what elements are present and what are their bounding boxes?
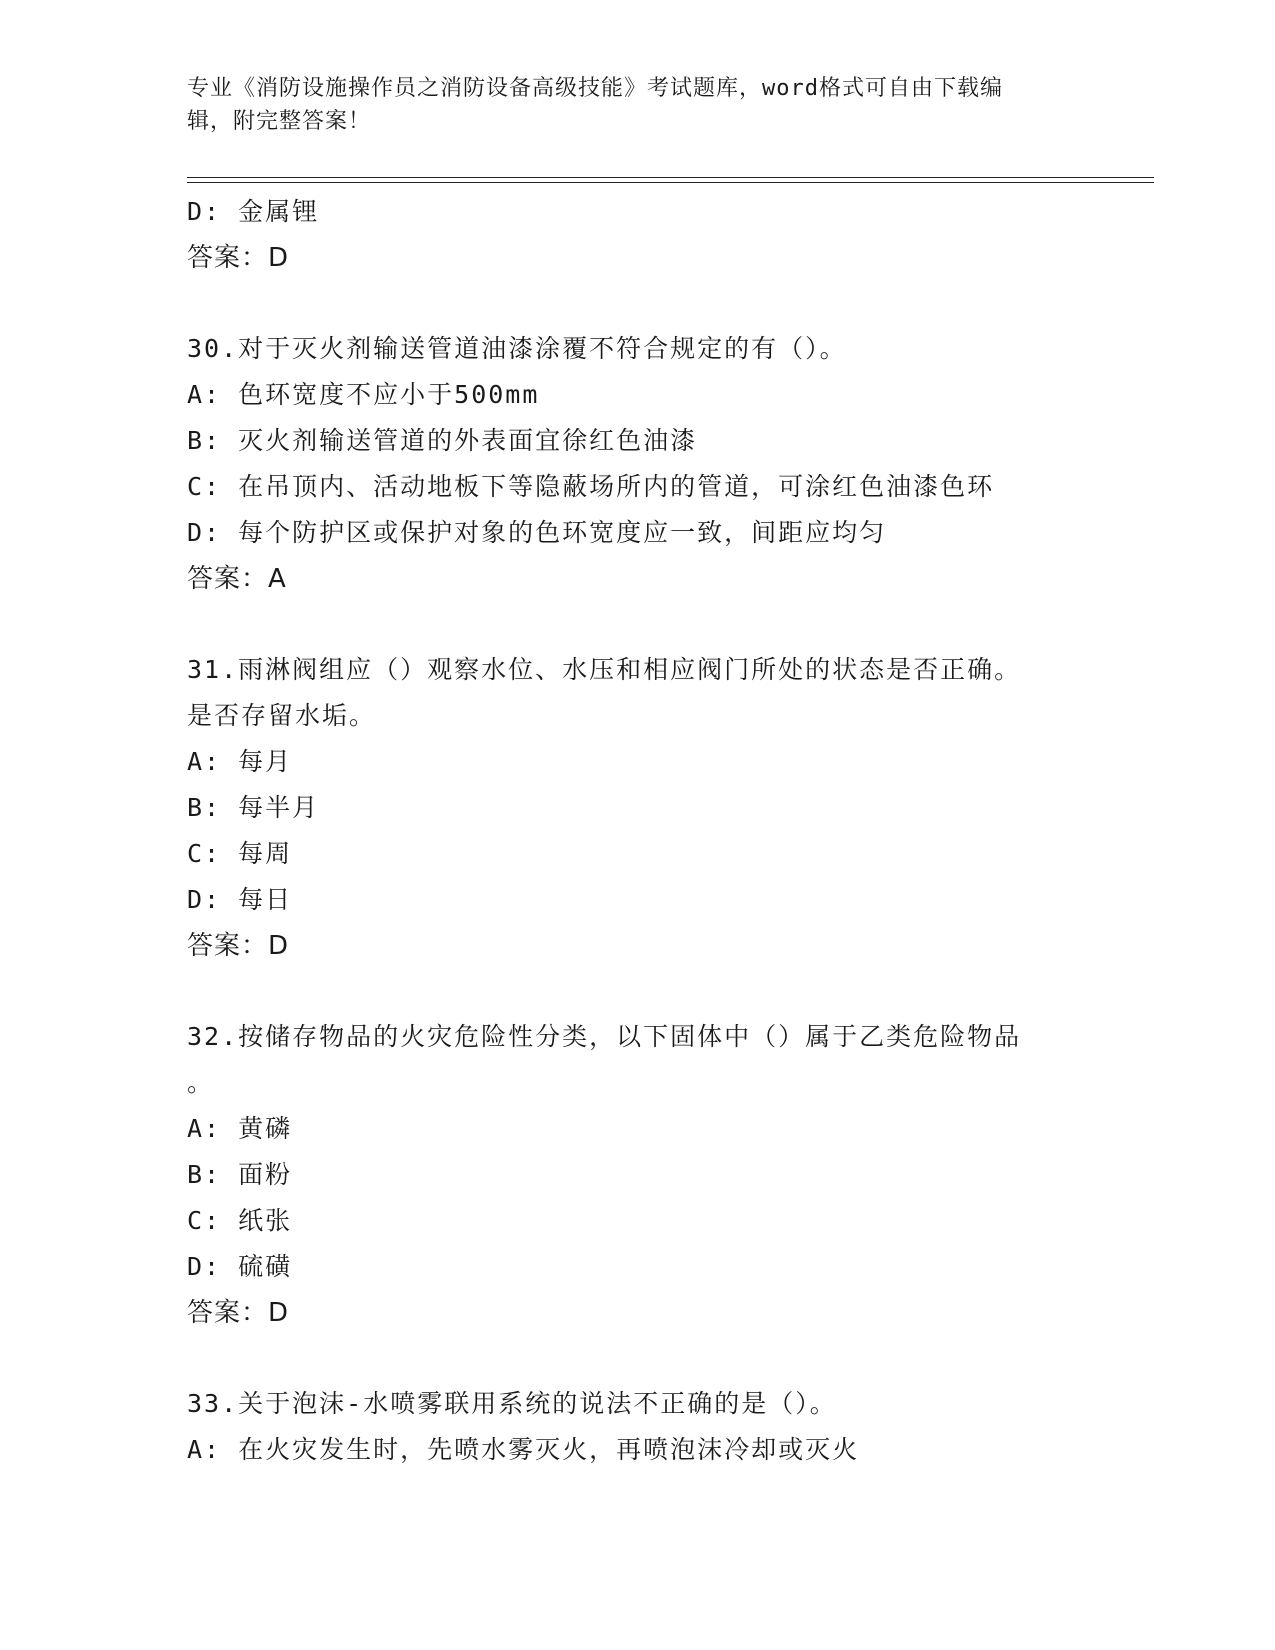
option-c: C: 每周 <box>187 839 293 868</box>
option-a: A: 黄磷 <box>187 1114 293 1143</box>
question-spacer <box>187 969 1087 1014</box>
option-d: D: 硫磺 <box>187 1252 293 1281</box>
option-c: C: 纸张 <box>187 1206 293 1235</box>
question-stem-line-1: 31.雨淋阀组应（）观察水位、水压和相应阀门所处的状态是否正确。 <box>187 655 1022 684</box>
question-stem-line-2: 。 <box>187 1068 215 1097</box>
question-spacer <box>187 1336 1087 1381</box>
option-d: D: 每个防护区或保护对象的色环宽度应一致，间距应均匀 <box>187 518 887 547</box>
prev-question-answer: 答案：D <box>187 243 290 273</box>
option-b: B: 每半月 <box>187 793 320 822</box>
question-stem: 33.关于泡沫-水喷雾联用系统的说法不正确的是（）。 <box>187 1389 837 1418</box>
option-b: B: 灭火剂输送管道的外表面宜徐红色油漆 <box>187 426 698 455</box>
header-rule-top <box>187 177 1154 178</box>
option-b: B: 面粉 <box>187 1160 293 1189</box>
prev-question-option-d: D: 金属锂 <box>187 197 320 226</box>
question-answer: 答案：D <box>187 931 290 961</box>
question-spacer <box>187 602 1087 647</box>
header-line-1: 专业《消防设施操作员之消防设备高级技能》考试题库，word格式可自由下载编 <box>187 76 1003 101</box>
option-c: C: 在吊顶内、活动地板下等隐蔽场所内的管道，可涂红色油漆色环 <box>187 472 995 501</box>
option-a: A: 在火灾发生时，先喷水雾灭火，再喷泡沫冷却或灭火 <box>187 1435 860 1464</box>
question-32 <box>187 1014 1087 1336</box>
option-a: A: 每月 <box>187 747 293 776</box>
question-stem-line-2: 是否存留水垢。 <box>187 701 377 730</box>
question-answer: 答案：A <box>187 564 287 594</box>
question-30 <box>187 326 1087 602</box>
question-stem: 30.对于灭火剂输送管道油漆涂覆不符合规定的有（）。 <box>187 334 847 363</box>
header-line-2: 辑，附完整答案！ <box>187 109 372 134</box>
question-stem-line-1: 32.按储存物品的火灾危险性分类，以下固体中（）属于乙类危险物品 <box>187 1022 1022 1051</box>
question-list <box>187 189 1087 1473</box>
question-31 <box>187 647 1087 969</box>
question-answer: 答案：D <box>187 1298 290 1328</box>
question-33 <box>187 1381 1087 1473</box>
page-header <box>187 72 1067 138</box>
question-spacer <box>187 281 1087 326</box>
option-d: D: 每日 <box>187 885 293 914</box>
header-rule-bottom <box>187 182 1154 183</box>
option-a: A: 色环宽度不应小于500mm <box>187 380 540 409</box>
